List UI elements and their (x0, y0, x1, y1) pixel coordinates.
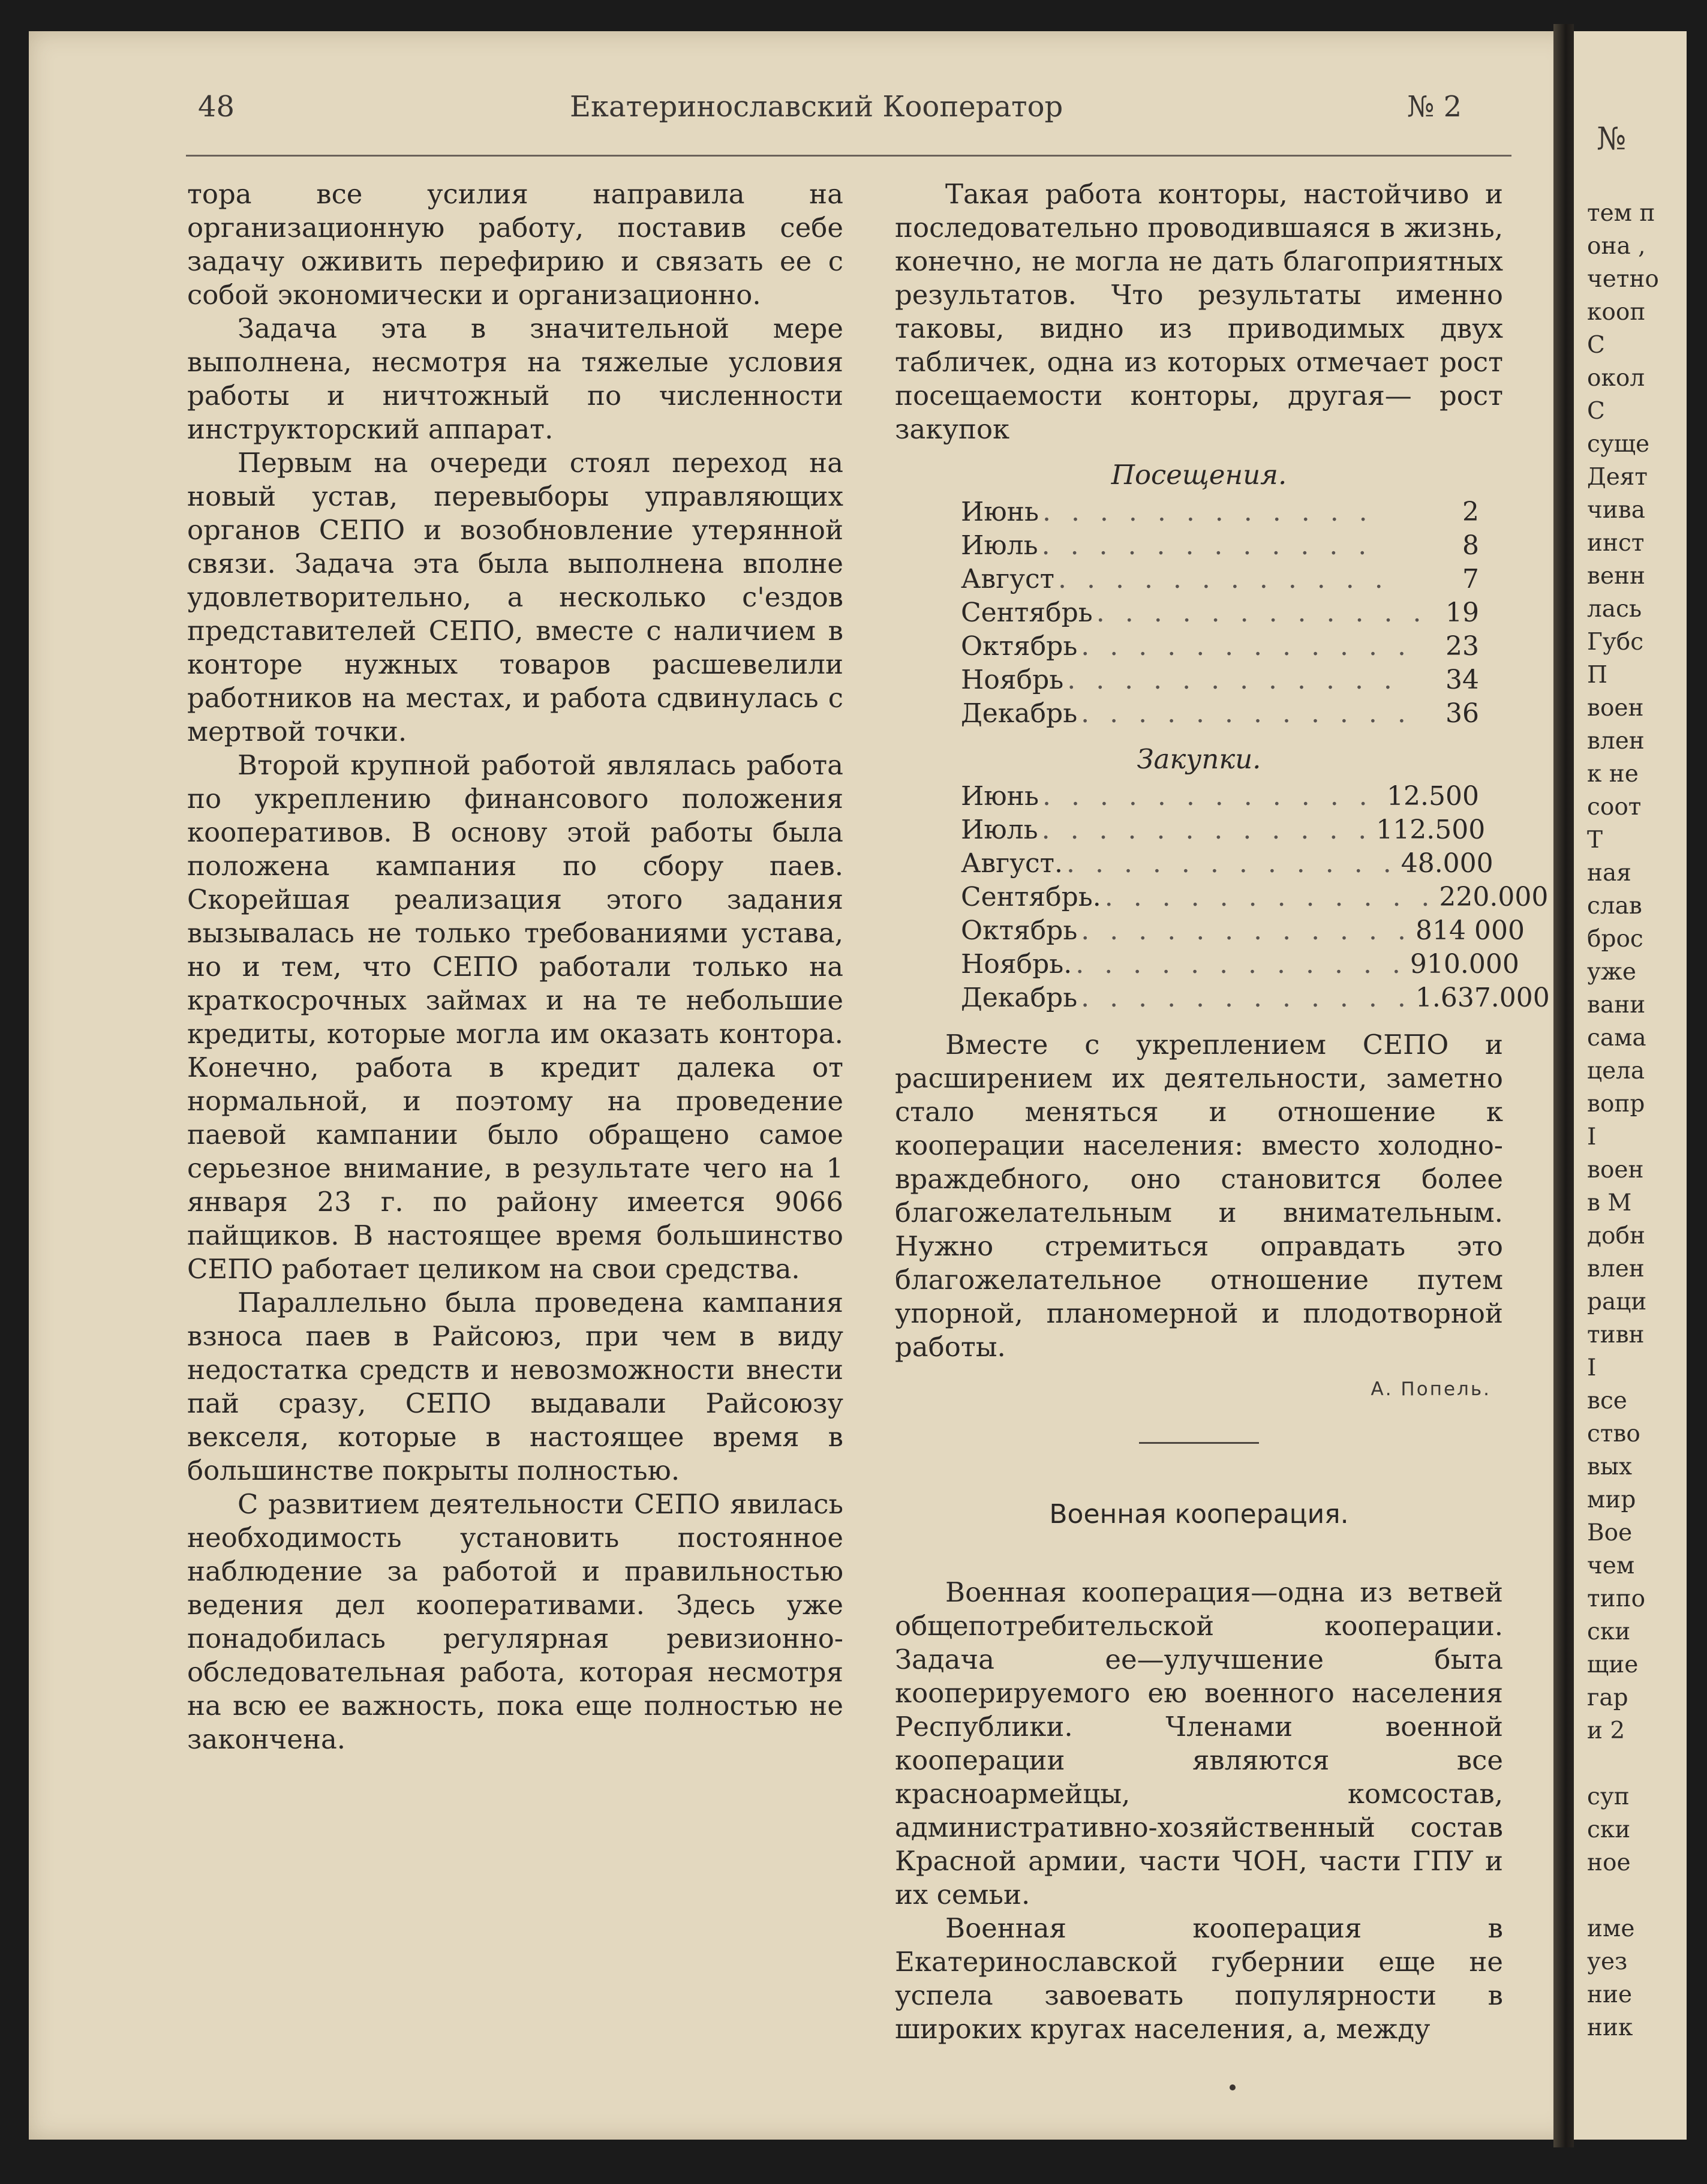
facing-page-line: Вое (1587, 1519, 1633, 1546)
leader-dots: . . . . . . . . . . . . (1058, 564, 1389, 594)
table-row (895, 914, 1525, 948)
month-cell: Ноябрь (961, 665, 1064, 695)
month-cell: Декабрь (961, 983, 1078, 1013)
table-row (895, 529, 1503, 563)
table-row (895, 596, 1503, 630)
visits-table-title: Посещения. (1111, 459, 1287, 491)
facing-page-line: слав (1587, 893, 1642, 920)
leader-dots: . . . . . . . . . . . . (1104, 882, 1436, 912)
table-row (895, 813, 1503, 847)
facing-page-line: ски (1587, 1618, 1631, 1645)
facing-page-line: суще (1587, 431, 1650, 458)
table-row (895, 563, 1503, 596)
month-cell: Октябрь (961, 915, 1078, 946)
paragraph: Второй крупной работой являлась работа по укреплению финансового положения кооперативов. В основу этой работы была положена кампания по сбору паев. Скорейшая реализация этого задания вызывалась не только требованиями устава, но и тем, что СЕПО работали только на краткосрочных займах и на те небольшие кредиты, которые могла им оказать контора. Конечно, работа в кредит далека от нормальной, и поэтому на проведение паевой кампании было обращено самое серьезное внимание, в результате чего на 1 января 23 г. по району имеется 9066 пайщиков. В настоящее время большинство СЕПО работает целиком на свои средства. (187, 749, 843, 1285)
month-cell: Сентябрь. (961, 882, 1101, 912)
value-cell: 34 (1445, 665, 1479, 695)
month-cell: Июнь (961, 781, 1039, 812)
facing-page-line: и 2 (1587, 1717, 1625, 1744)
section-separator (1139, 1442, 1259, 1444)
month-cell: Ноябрь. (961, 949, 1072, 980)
facing-page-line: окол (1587, 365, 1645, 392)
paragraph: Вместе с укреплением СЕПО и расширением их деятельности, заметно стало меняться и отношение к кооперации населения: вместо холодно-враждебного, оно становится более благожелательным и внимательным. Нужно стремиться оправдать это благожелательное отношение путем упорной, планомерной и плодотворной работы. (895, 1029, 1503, 1363)
facing-page-line: П (1587, 662, 1608, 689)
facing-page-line: вопр (1587, 1091, 1645, 1117)
section-title: Военная кооперация. (1049, 1499, 1349, 1530)
facing-page-line: ное (1587, 1849, 1631, 1876)
facing-page-line: чем (1587, 1552, 1635, 1579)
right-column (895, 178, 1550, 2046)
facing-page-line: к не (1587, 761, 1639, 788)
value-cell: 1.637.000 (1415, 983, 1550, 1013)
facing-page-line: она , (1587, 233, 1646, 260)
facing-page-line: цела (1587, 1058, 1645, 1085)
facing-page-line: ство (1587, 1420, 1640, 1447)
facing-page-line: брос (1587, 926, 1643, 953)
journal-title: Екатеринославский Кооператор (570, 90, 1063, 124)
facing-page-line: уже (1587, 959, 1636, 986)
issue-number: № 2 (1407, 90, 1462, 124)
facing-page-line: раци (1587, 1288, 1647, 1315)
month-cell: Август. (961, 848, 1063, 879)
month-cell: Декабрь (961, 698, 1078, 729)
facing-page-line (1587, 1879, 1707, 1912)
table-row (895, 948, 1519, 981)
month-cell: Сентябрь (961, 597, 1093, 628)
table-row (895, 697, 1503, 731)
book-gutter (1553, 24, 1574, 2147)
facing-page-text (1587, 197, 1707, 2044)
month-cell: Июль (961, 530, 1038, 561)
facing-page-line: тивн (1587, 1321, 1645, 1348)
leader-dots: . . . . . . . . . . . . (1075, 949, 1407, 980)
facing-page-line: суп (1587, 1783, 1630, 1810)
value-cell: 8 (1462, 530, 1479, 561)
table-row (895, 663, 1503, 697)
paragraph: Такая работа конторы, настойчиво и последовательно проводившаяся в жизнь, конечно, не могла не дать благоприятных результатов. Что результаты именно таковы, видно из приводимых двух табличек, одна из которых отмечает рост посещаемости конторы, другая— рост закупок (895, 178, 1503, 445)
value-cell: 12.500 (1387, 781, 1479, 812)
leader-dots: . . . . . . . . . . . . (1081, 915, 1412, 946)
facing-page-line: тем п (1587, 200, 1655, 227)
facing-page-line: кооп (1587, 299, 1646, 326)
facing-page-line: соот (1587, 794, 1642, 821)
leader-dots: . . . . . . . . . . . . (1041, 815, 1373, 845)
month-cell: Октябрь (961, 631, 1078, 662)
facing-page-line: лась (1587, 596, 1642, 623)
leader-dots: . . . . . . . . . . . . (1081, 698, 1412, 729)
paragraph: тора все усилия направила на организационную работу, поставив себе задачу оживить перефирию и связать ее с собой экономически и организационно. (187, 178, 843, 311)
leader-dots: . . . . . . . . . . . . (1041, 530, 1373, 561)
facing-page-line: гар (1587, 1684, 1628, 1711)
paragraph: Военная кооперация—одна из ветвей общепотребительской кооперации. Задача ее—улучшение быта кооперируемого ею военного населения Республики. Членами военной кооперации являются все красноармейцы, комсостав, административно-хозяйственный состав Красной армии, части ЧОН, части ГПУ и их семьи. (895, 1576, 1503, 1910)
leader-dots: . . . . . . . . . . . . (1042, 781, 1374, 812)
facing-page-line: име (1587, 1915, 1635, 1942)
value-cell: 2 (1462, 497, 1479, 527)
facing-page (1574, 31, 1687, 2140)
value-cell: 112.500 (1376, 815, 1486, 845)
table-row (895, 981, 1550, 1015)
facing-page-line: инст (1587, 530, 1645, 557)
facing-page-line: добн (1587, 1222, 1645, 1249)
facing-page-line: ник (1587, 2014, 1633, 2041)
table-row (895, 630, 1503, 663)
facing-page-line: все (1587, 1387, 1627, 1414)
month-cell: Август (961, 564, 1055, 594)
facing-page-line: чива (1587, 497, 1645, 524)
paragraph: Первым на очереди стоял переход на новый устав, перевыборы управляющих органов СЕПО и возобновление утерянной связи. Задача эта была выполнена вполне удовлетворительно, а несколько с'ездов представителей СЕПО, вместе с наличием в конторе нужных товаров расшевелили работников на местах, и работа сдвинулась с мертвой точки. (187, 447, 843, 747)
facing-page-line: Деят (1587, 464, 1648, 491)
leader-dots: . . . . . . . . . . . . (1081, 983, 1412, 1013)
facing-page-line: ски (1587, 1816, 1631, 1843)
table-row (895, 780, 1503, 813)
facing-page-line (1587, 1747, 1707, 1780)
facing-page-line: I (1587, 1123, 1597, 1150)
facing-page-line: сама (1587, 1025, 1646, 1052)
value-cell: 48.000 (1401, 848, 1493, 879)
value-cell: 19 (1445, 597, 1479, 628)
value-cell: 814 000 (1415, 915, 1525, 946)
value-cell: 910.000 (1410, 949, 1519, 980)
table-row (895, 495, 1503, 529)
leader-dots: . . . . . . . . . . . . (1096, 597, 1427, 628)
page-number: 48 (198, 90, 235, 124)
leader-dots: . . . . . . . . . . . . (1067, 665, 1398, 695)
month-cell: Июнь (961, 497, 1039, 527)
facing-page-line: ние (1587, 1981, 1633, 2008)
visits-table (895, 495, 1503, 731)
author-signature: А. Попель. (1371, 1378, 1491, 1400)
value-cell: 23 (1445, 631, 1479, 662)
purchases-table-title: Закупки. (1137, 743, 1261, 775)
facing-page-line: типо (1587, 1585, 1646, 1612)
facing-page-line: влен (1587, 728, 1645, 755)
leader-dots: . . . . . . . . . . . . (1042, 497, 1374, 527)
facing-page-line: ная (1587, 860, 1631, 887)
left-column (187, 178, 843, 1756)
facing-page-line: С (1587, 398, 1605, 425)
value-cell: 7 (1462, 564, 1479, 594)
table-row (895, 881, 1549, 914)
facing-page-line: венн (1587, 563, 1646, 590)
facing-page-issue: № (1597, 121, 1627, 157)
paragraph: Параллельно была проведена кампания взноса паев в Райсоюз, при чем в виду недостатка средств и невозможности внести пай сразу, СЕПО выдавали Райсоюзу векселя, которые в настоящее время в большинстве покрыты полностью. (187, 1287, 843, 1486)
purchases-table (895, 780, 1550, 1015)
leader-dots: . . . . . . . . . . . . (1066, 848, 1398, 879)
paragraph: Задача эта в значительной мере выполнена, несмотря на тяжелые условия работы и ничтожный по численности инструкторский аппарат. (187, 313, 843, 445)
paragraph: Военная кооперация в Екатеринославской губернии еще не успела завоевать популярности в широких кругах населения, а, между (895, 1912, 1503, 2045)
facing-page-line: вани (1587, 992, 1646, 1019)
value-cell: 36 (1445, 698, 1479, 729)
facing-page-line: воен (1587, 1156, 1644, 1183)
facing-page-line: в М (1587, 1189, 1632, 1216)
facing-page-line: I (1587, 1354, 1597, 1381)
value-cell: 220.000 (1439, 882, 1549, 912)
leader-dots: . . . . . . . . . . . . (1081, 631, 1412, 662)
facing-page-line: Губс (1587, 629, 1644, 656)
paragraph: С развитием деятельности СЕПО явилась необходимость установить постоянное наблюдение за работой и правильностью ведения дел кооперативами. Здесь уже понадобилась регулярная ревизионно-обследовательная работа, которая несмотря на всю ее важность, пока еще полностью не закончена. (187, 1488, 843, 1755)
table-row (895, 847, 1503, 881)
ink-speck (1230, 2084, 1236, 2090)
facing-page-line: уез (1587, 1948, 1628, 1975)
facing-page-line: Т (1587, 827, 1603, 854)
facing-page-line: С (1587, 332, 1605, 359)
facing-page-line: четно (1587, 266, 1659, 293)
facing-page-line: воен (1587, 695, 1644, 722)
facing-page-line: щие (1587, 1651, 1639, 1678)
month-cell: Июль (961, 815, 1038, 845)
facing-page-line: влен (1587, 1255, 1645, 1282)
header-rule (186, 155, 1511, 157)
facing-page-line: мир (1587, 1486, 1636, 1513)
facing-page-line: вых (1587, 1453, 1632, 1480)
